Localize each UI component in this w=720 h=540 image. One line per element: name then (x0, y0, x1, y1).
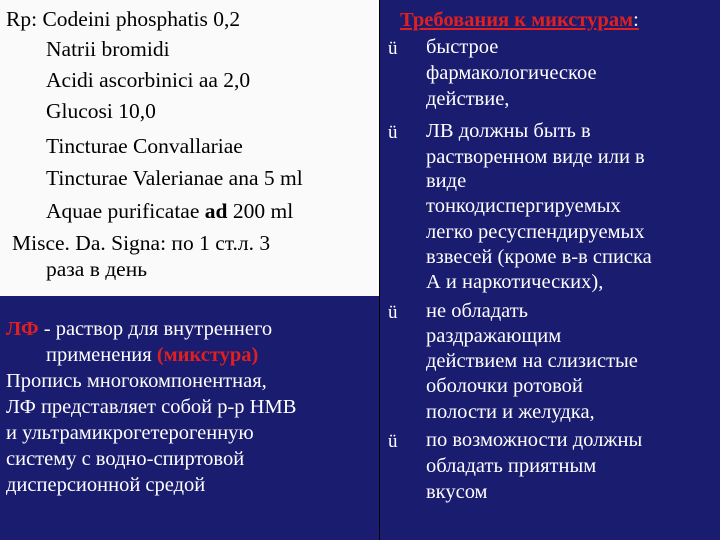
description-line: ЛФ представляет собой р-р НМВ (6, 396, 297, 418)
check-icon: ü (388, 302, 398, 323)
requirement-line: действие, (426, 88, 510, 110)
application-text: применения (46, 344, 157, 366)
check-icon: ü (388, 431, 398, 452)
ad-keyword: ad (204, 199, 228, 223)
requirements-panel (380, 0, 720, 540)
prescription-line: Natrii bromidi (46, 37, 170, 61)
requirement-line: не обладать (426, 300, 528, 322)
prescription-line: раза в день (46, 257, 148, 281)
check-icon: ü (388, 38, 398, 59)
application-line (46, 342, 258, 368)
description-line: дисперсионной средой (6, 474, 206, 496)
prescription-line: Glucosi 10,0 (46, 99, 156, 123)
requirement-line: оболочки ротовой (426, 375, 583, 397)
title-colon: : (633, 9, 639, 31)
prescription-line: Rp: Codeini phosphatis 0,2 (6, 7, 241, 31)
requirement-line: фармакологическое (426, 62, 597, 84)
requirement-line: тонкодиспергируемых (426, 195, 621, 217)
requirement-line: по возможности должны (426, 429, 643, 451)
requirement-line: взвесей (кроме в-в списка (426, 246, 652, 268)
mixture-label: (микстура) (156, 344, 259, 366)
requirement-line: обладать приятным (426, 455, 597, 477)
requirement-line: растворенном виде или в (426, 146, 645, 168)
lf-label: ЛФ (6, 318, 39, 340)
requirement-line: виде (426, 170, 467, 192)
requirements-title (400, 7, 639, 33)
description-line: систему с водно-спиртовой (6, 448, 245, 470)
water-text: Aquae purificatae (46, 199, 200, 223)
requirement-line: полости и желудка, (426, 401, 595, 423)
prescription-line: Acidi ascorbinici aa 2,0 (46, 68, 251, 92)
water-volume: 200 ml (232, 199, 294, 223)
lf-text: - раствор для внутреннего (38, 318, 273, 340)
prescription-line: Tincturae Valerianae ana 5 ml (46, 166, 303, 190)
requirement-line: быстрое (426, 36, 499, 58)
description-line: и ультрамикрогетерогенную (6, 422, 254, 444)
requirement-line: легко ресуспендируемых (426, 221, 645, 243)
prescription-box (0, 0, 379, 296)
requirement-line: раздражающим (426, 325, 562, 347)
prescription-line: Tincturae Convallariae (46, 134, 243, 158)
lf-line (6, 316, 272, 342)
prescription-line: Misce. Da. Signa: по 1 ст.л. 3 (12, 231, 271, 255)
requirement-line: ЛВ должны быть в (426, 120, 591, 142)
requirement-line: вкусом (426, 481, 488, 503)
check-icon: ü (388, 122, 398, 143)
prescription-line-water (46, 196, 293, 227)
requirement-line: А и наркотических), (426, 271, 604, 293)
description-line: Пропись многокомпонентная, (6, 370, 267, 392)
requirements-title-text: Требования к микстурам (400, 9, 634, 31)
requirement-line: действием на слизистые (426, 350, 638, 372)
